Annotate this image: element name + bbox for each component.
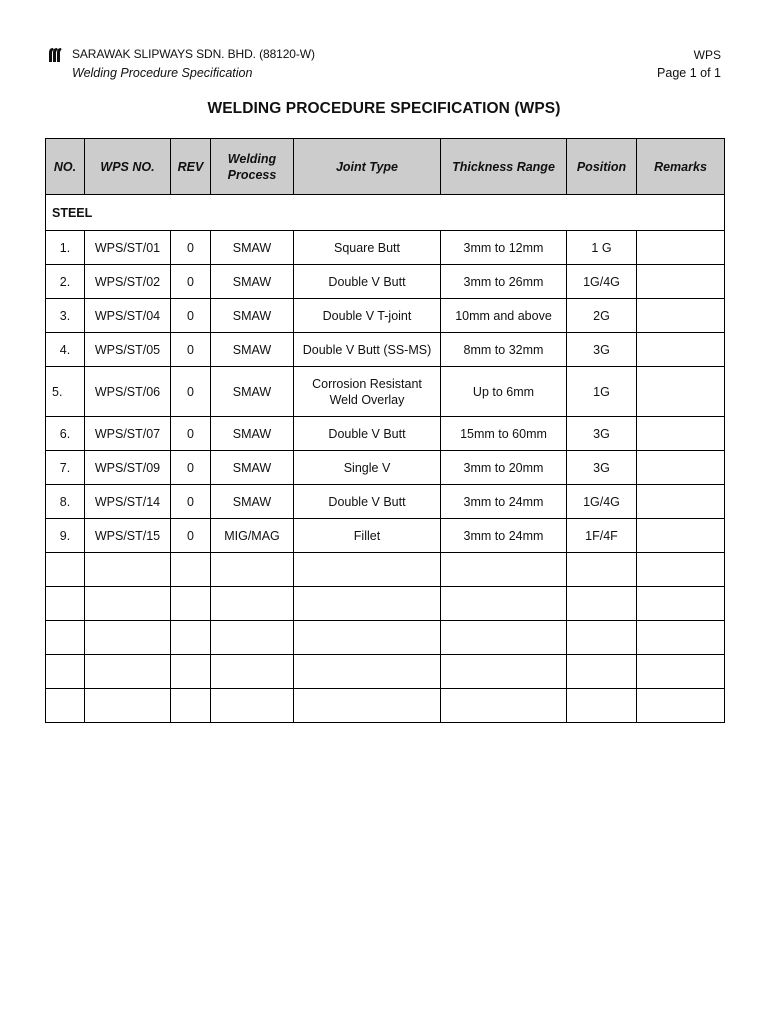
- column-header-rev: REV: [171, 139, 211, 195]
- cell-process: SMAW: [211, 417, 294, 451]
- cell-process: SMAW: [211, 231, 294, 265]
- cell-wps-no: WPS/ST/01: [85, 231, 171, 265]
- section-label: STEEL: [46, 195, 725, 231]
- cell-remarks: [637, 417, 725, 451]
- cell-thickness: 3mm to 26mm: [441, 265, 567, 299]
- cell-position: 1G/4G: [567, 265, 637, 299]
- cell-position: 2G: [567, 299, 637, 333]
- cell-rev: 0: [171, 231, 211, 265]
- wps-table: [45, 138, 725, 723]
- cell-joint-type: Double V Butt (SS-MS): [294, 333, 441, 367]
- cell-position: 3G: [567, 417, 637, 451]
- cell-remarks: [637, 299, 725, 333]
- cell-process: SMAW: [211, 299, 294, 333]
- empty-cell: [211, 621, 294, 655]
- table-row: [46, 485, 725, 519]
- cell-wps-no: WPS/ST/07: [85, 417, 171, 451]
- empty-cell: [171, 621, 211, 655]
- cell-process: SMAW: [211, 367, 294, 417]
- empty-cell: [567, 587, 637, 621]
- empty-cell: [637, 689, 725, 723]
- column-header-thickness: Thickness Range: [441, 139, 567, 195]
- cell-position: 3G: [567, 451, 637, 485]
- column-header-no: NO.: [46, 139, 85, 195]
- cell-remarks: [637, 333, 725, 367]
- cell-thickness: 3mm to 24mm: [441, 519, 567, 553]
- empty-cell: [46, 553, 85, 587]
- cell-rev: 0: [171, 333, 211, 367]
- table-header-row: [46, 139, 725, 195]
- cell-thickness: 15mm to 60mm: [441, 417, 567, 451]
- cell-joint-type: Single V: [294, 451, 441, 485]
- empty-cell: [85, 621, 171, 655]
- empty-table-row: [46, 655, 725, 689]
- cell-thickness: 3mm to 12mm: [441, 231, 567, 265]
- cell-rev: 0: [171, 265, 211, 299]
- empty-table-row: [46, 553, 725, 587]
- empty-cell: [441, 553, 567, 587]
- empty-cell: [46, 587, 85, 621]
- cell-joint-type: Double V T-joint: [294, 299, 441, 333]
- column-header-wps-no: WPS NO.: [85, 139, 171, 195]
- cell-no: 2.: [46, 265, 85, 299]
- cell-remarks: [637, 367, 725, 417]
- cell-no: 8.: [46, 485, 85, 519]
- empty-cell: [85, 655, 171, 689]
- cell-joint-type: Corrosion Resistant Weld Overlay: [294, 367, 441, 417]
- cell-thickness: 3mm to 24mm: [441, 485, 567, 519]
- empty-cell: [46, 689, 85, 723]
- table-row: [46, 367, 725, 417]
- empty-cell: [211, 553, 294, 587]
- empty-cell: [211, 655, 294, 689]
- cell-no: 7.: [46, 451, 85, 485]
- table-row: [46, 451, 725, 485]
- table-row: [46, 299, 725, 333]
- empty-cell: [85, 689, 171, 723]
- cell-rev: 0: [171, 417, 211, 451]
- empty-cell: [441, 655, 567, 689]
- table-row: [46, 417, 725, 451]
- table-row: [46, 231, 725, 265]
- cell-joint-type: Square Butt: [294, 231, 441, 265]
- cell-joint-type: Double V Butt: [294, 485, 441, 519]
- column-header-position: Position: [567, 139, 637, 195]
- empty-cell: [637, 553, 725, 587]
- cell-wps-no: WPS/ST/04: [85, 299, 171, 333]
- cell-no: 5.: [46, 367, 85, 417]
- cell-no: 6.: [46, 417, 85, 451]
- cell-remarks: [637, 265, 725, 299]
- document-subtitle: Welding Procedure Specification: [72, 66, 253, 80]
- cell-rev: 0: [171, 519, 211, 553]
- cell-remarks: [637, 485, 725, 519]
- page-title: WELDING PROCEDURE SPECIFICATION (WPS): [207, 100, 561, 117]
- cell-process: MIG/MAG: [211, 519, 294, 553]
- empty-cell: [171, 587, 211, 621]
- empty-cell: [567, 621, 637, 655]
- empty-cell: [637, 587, 725, 621]
- empty-table-row: [46, 689, 725, 723]
- empty-table-row: [46, 621, 725, 655]
- cell-remarks: [637, 231, 725, 265]
- empty-cell: [211, 689, 294, 723]
- cell-process: SMAW: [211, 451, 294, 485]
- column-header-joint-type: Joint Type: [294, 139, 441, 195]
- table-row: [46, 519, 725, 553]
- cell-thickness: 8mm to 32mm: [441, 333, 567, 367]
- cell-wps-no: WPS/ST/06: [85, 367, 171, 417]
- cell-rev: 0: [171, 451, 211, 485]
- table-row: [46, 265, 725, 299]
- empty-cell: [171, 655, 211, 689]
- cell-rev: 0: [171, 299, 211, 333]
- empty-cell: [294, 553, 441, 587]
- column-header-remarks: Remarks: [637, 139, 725, 195]
- cell-joint-type: Double V Butt: [294, 417, 441, 451]
- empty-cell: [567, 655, 637, 689]
- cell-process: SMAW: [211, 265, 294, 299]
- cell-process: SMAW: [211, 333, 294, 367]
- cell-wps-no: WPS/ST/05: [85, 333, 171, 367]
- cell-position: 1F/4F: [567, 519, 637, 553]
- cell-remarks: [637, 451, 725, 485]
- document-code: WPS: [693, 48, 721, 62]
- cell-position: 3G: [567, 333, 637, 367]
- page-number: Page 1 of 1: [657, 66, 721, 80]
- empty-table-row: [46, 587, 725, 621]
- empty-cell: [211, 587, 294, 621]
- cell-wps-no: WPS/ST/15: [85, 519, 171, 553]
- cell-process: SMAW: [211, 485, 294, 519]
- empty-cell: [294, 587, 441, 621]
- cell-position: 1G: [567, 367, 637, 417]
- cell-wps-no: WPS/ST/14: [85, 485, 171, 519]
- empty-cell: [171, 689, 211, 723]
- empty-cell: [294, 655, 441, 689]
- cell-no: 9.: [46, 519, 85, 553]
- cell-thickness: 3mm to 20mm: [441, 451, 567, 485]
- cell-no: 4.: [46, 333, 85, 367]
- empty-cell: [85, 553, 171, 587]
- section-row: [46, 195, 725, 231]
- empty-cell: [441, 587, 567, 621]
- cell-no: 3.: [46, 299, 85, 333]
- cell-thickness: Up to 6mm: [441, 367, 567, 417]
- company-logo-icon: [48, 47, 62, 63]
- empty-cell: [567, 553, 637, 587]
- empty-cell: [441, 689, 567, 723]
- empty-cell: [294, 689, 441, 723]
- cell-thickness: 10mm and above: [441, 299, 567, 333]
- empty-cell: [85, 587, 171, 621]
- company-name: SARAWAK SLIPWAYS SDN. BHD. (88120-W): [72, 47, 315, 61]
- empty-cell: [46, 655, 85, 689]
- cell-no: 1.: [46, 231, 85, 265]
- empty-cell: [46, 621, 85, 655]
- empty-cell: [637, 621, 725, 655]
- empty-cell: [171, 553, 211, 587]
- cell-joint-type: Fillet: [294, 519, 441, 553]
- empty-cell: [567, 689, 637, 723]
- cell-position: 1G/4G: [567, 485, 637, 519]
- column-header-process: Welding Process: [211, 139, 294, 195]
- cell-remarks: [637, 519, 725, 553]
- cell-wps-no: WPS/ST/02: [85, 265, 171, 299]
- empty-cell: [441, 621, 567, 655]
- cell-joint-type: Double V Butt: [294, 265, 441, 299]
- table-row: [46, 333, 725, 367]
- empty-cell: [294, 621, 441, 655]
- cell-rev: 0: [171, 485, 211, 519]
- cell-wps-no: WPS/ST/09: [85, 451, 171, 485]
- cell-rev: 0: [171, 367, 211, 417]
- empty-cell: [637, 655, 725, 689]
- cell-position: 1 G: [567, 231, 637, 265]
